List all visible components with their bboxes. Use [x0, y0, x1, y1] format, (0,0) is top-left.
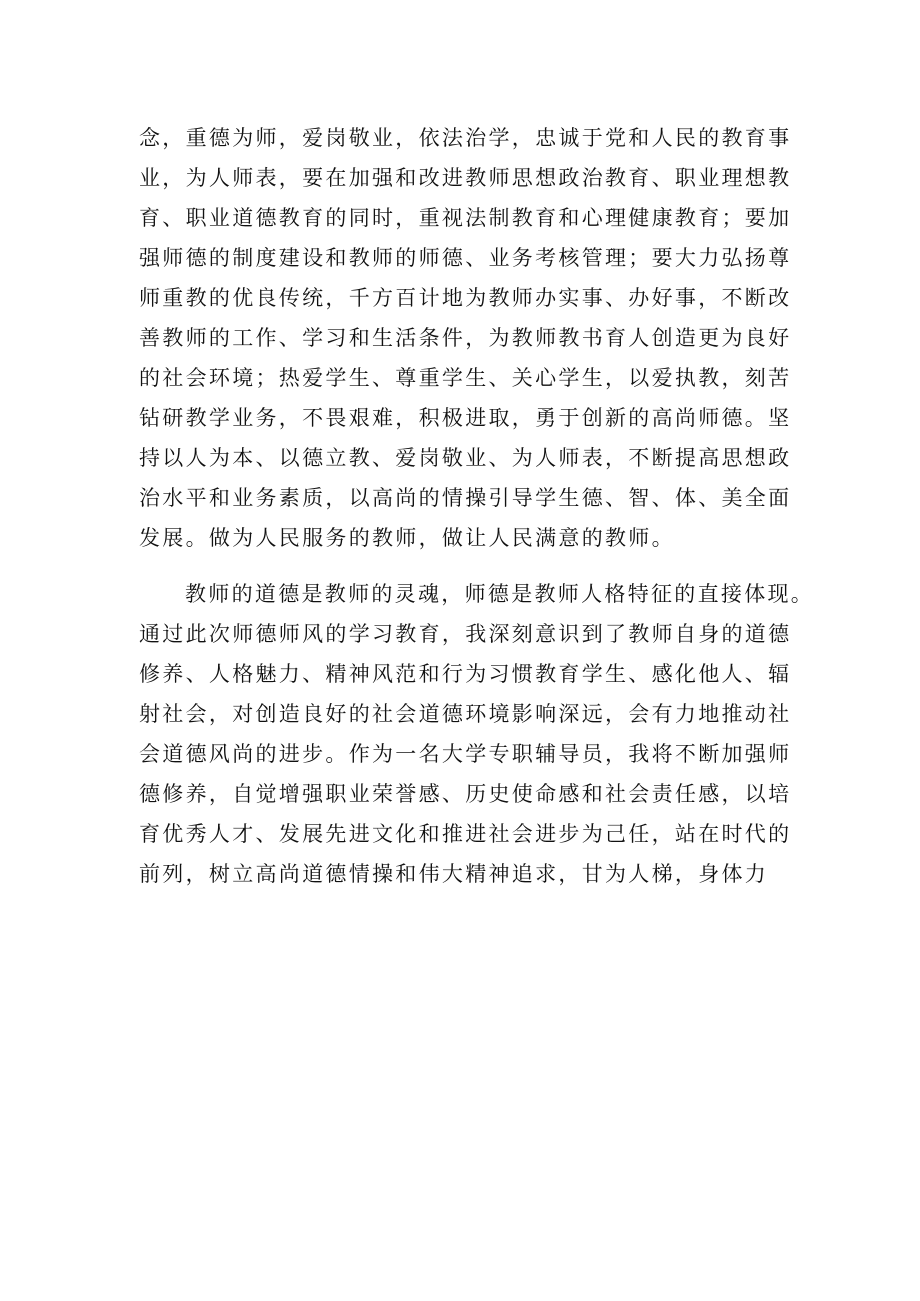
text-line: 射社会，对创造良好的社会道德环境影响深远，会有力地推动社	[139, 702, 792, 726]
text-line-indented: 教师的道德是教师的灵魂，师德是教师人格特征的直接体现。	[185, 582, 815, 606]
document-body	[139, 118, 815, 894]
text-line: 的社会环境；热爱学生、尊重学生、关心学生，以爱执教，刻苦	[139, 366, 792, 390]
paragraph-gap	[139, 558, 799, 574]
paragraph-1	[139, 118, 799, 558]
text-line: 持以人为本、以德立教、爱岗敬业、为人师表，不断提高思想政	[139, 446, 792, 470]
text-line: 前列，树立高尚道德情操和伟大精神追求，甘为人梯，身体力	[139, 862, 769, 886]
text-line: 通过此次师德师风的学习教育，我深刻意识到了教师自身的道德	[139, 622, 792, 646]
text-line: 钻研教学业务，不畏艰难，积极进取，勇于创新的高尚师德。坚	[139, 406, 792, 430]
text-line: 德修养，自觉增强职业荣誉感、历史使命感和社会责任感，以培	[139, 782, 792, 806]
text-line: 会道德风尚的进步。作为一名大学专职辅导员，我将不断加强师	[139, 742, 792, 766]
text-line: 修养、人格魅力、精神风范和行为习惯教育学生、感化他人、辐	[139, 662, 792, 686]
text-line: 念，重德为师，爱岗敬业，依法治学，忠诚于党和人民的教育事	[139, 126, 792, 150]
text-line: 治水平和业务素质，以高尚的情操引导学生德、智、体、美全面	[139, 486, 792, 510]
text-line: 育优秀人才、发展先进文化和推进社会进步为己任，站在时代的	[139, 822, 792, 846]
text-line: 育、职业道德教育的同时，重视法制教育和心理健康教育；要加	[139, 206, 792, 230]
text-line: 发展。做为人民服务的教师，做让人民满意的教师。	[139, 526, 675, 550]
text-line: 善教师的工作、学习和生活条件，为教师教书育人创造更为良好	[139, 326, 792, 350]
text-line: 强师德的制度建设和教师的师德、业务考核管理；要大力弘扬尊	[139, 246, 792, 270]
text-line: 师重教的优良传统，千方百计地为教师办实事、办好事，不断改	[139, 286, 792, 310]
text-line: 业，为人师表，要在加强和改进教师思想政治教育、职业理想教	[139, 166, 792, 190]
paragraph-2	[139, 574, 815, 894]
